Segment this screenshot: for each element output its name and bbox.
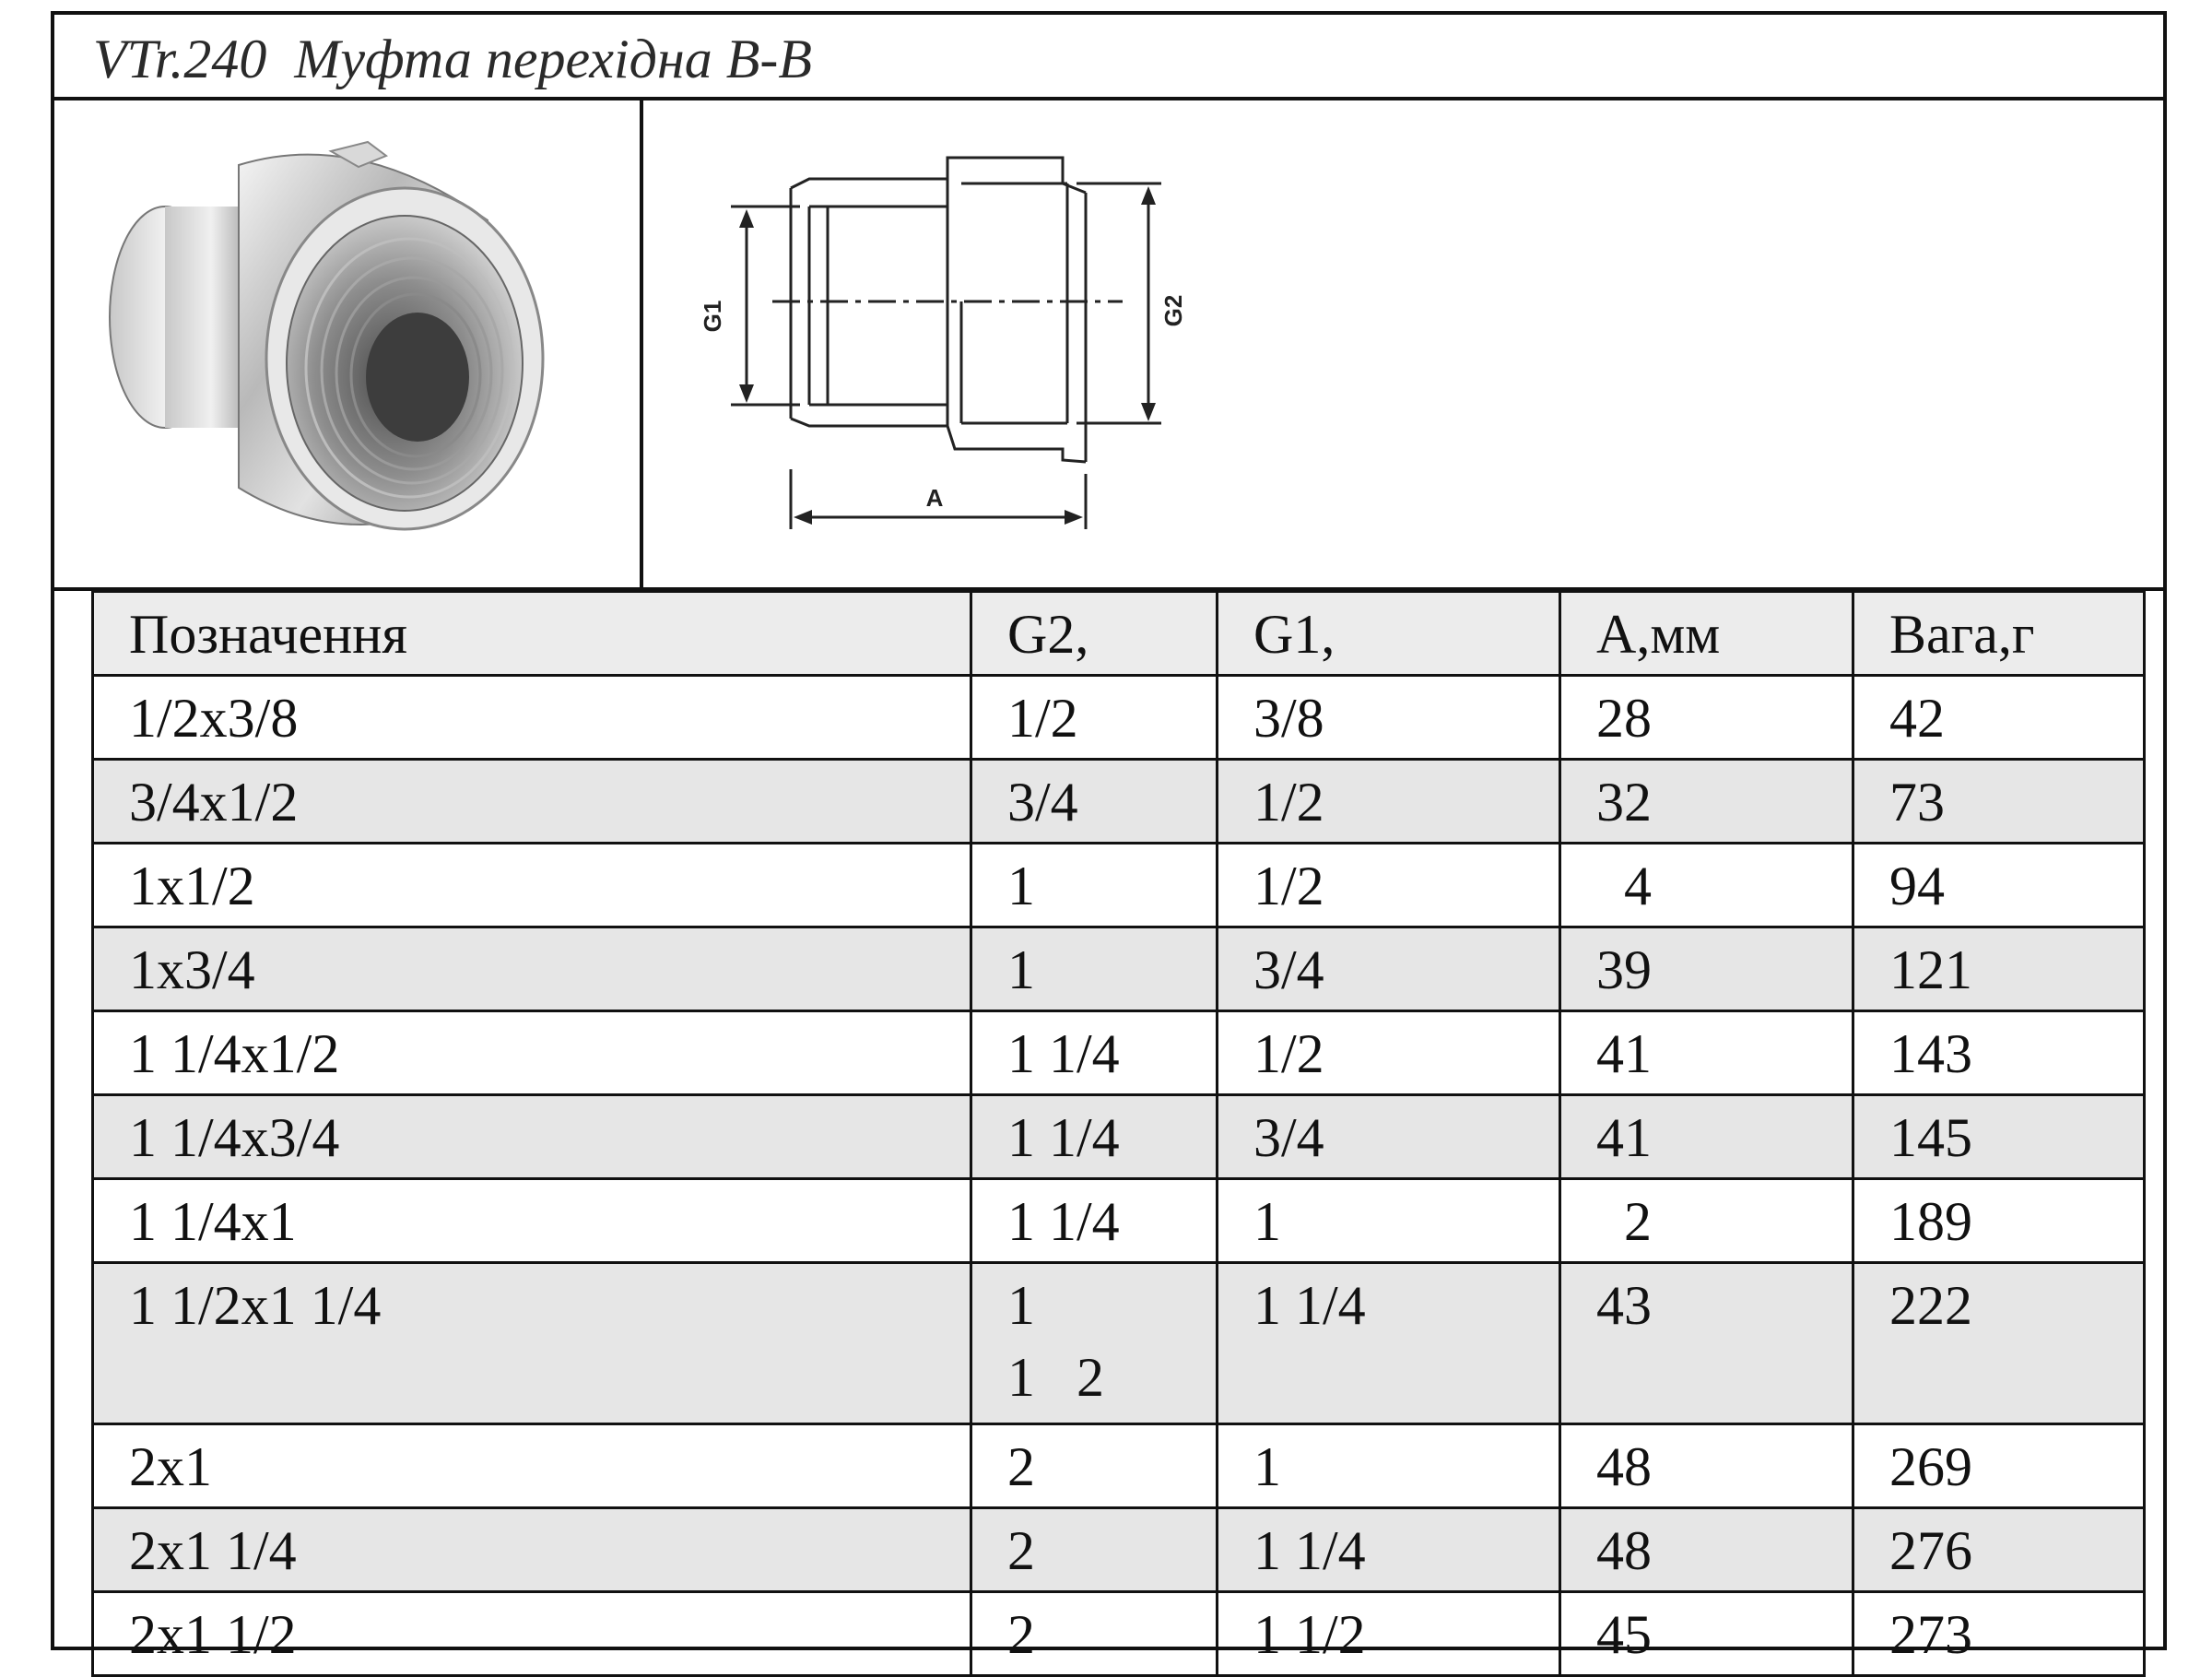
cell-weight: 73 — [1853, 760, 2145, 844]
cell-a-mm: 32 — [1560, 760, 1853, 844]
cell-g2: 2 — [971, 1424, 1218, 1508]
cell-a-mm: 28 — [1560, 676, 1853, 760]
table-row — [93, 1508, 2145, 1592]
cell-g1: 1 1/4 — [1218, 1508, 1560, 1592]
cell-g2: 1 — [971, 927, 1218, 1011]
table-row — [93, 844, 2145, 927]
image-row — [54, 100, 2163, 591]
cell-a-mm: 41 — [1560, 1095, 1853, 1179]
cell-designation: 1x1/2 — [93, 844, 971, 927]
cell-designation: 1 1/4x3/4 — [93, 1095, 971, 1179]
cell-g2: 1 1/4 — [971, 1095, 1218, 1179]
g1-dimension-label: G1 — [699, 300, 726, 333]
cell-designation: 2x1 1/2 — [93, 1592, 971, 1676]
header-weight: Вага,г — [1853, 592, 2145, 676]
cell-weight: 276 — [1853, 1508, 2145, 1592]
table-row — [93, 1095, 2145, 1179]
header-a-mm: А,мм — [1560, 592, 1853, 676]
cell-designation: 2x1 — [93, 1424, 971, 1508]
cell-g1: 1/2 — [1218, 760, 1560, 844]
product-photo-cell — [54, 100, 643, 587]
cell-designation: 1 1/2x1 1/4 — [93, 1263, 971, 1424]
cell-a-mm: 48 — [1560, 1508, 1853, 1592]
table-row — [93, 927, 2145, 1011]
cell-weight: 143 — [1853, 1011, 2145, 1095]
technical-drawing-cell — [643, 100, 2163, 587]
cell-a-mm: 43 — [1560, 1263, 1853, 1424]
title-bar — [54, 15, 2163, 100]
cell-g2: 1/2 — [971, 676, 1218, 760]
cell-g2: 1 1/4 — [971, 1011, 1218, 1095]
cell-g1: 3/4 — [1218, 1095, 1560, 1179]
cell-weight: 121 — [1853, 927, 2145, 1011]
cell-designation: 1/2x3/8 — [93, 676, 971, 760]
cell-a-mm: 39 — [1560, 927, 1853, 1011]
table-row — [93, 676, 2145, 760]
cell-designation: 1x3/4 — [93, 927, 971, 1011]
spec-table — [91, 590, 2146, 1677]
table-row — [93, 760, 2145, 844]
header-g1: G1, — [1218, 592, 1560, 676]
cell-g1: 1/2 — [1218, 844, 1560, 927]
cell-g1: 1 — [1218, 1179, 1560, 1263]
header-g2: G2, — [971, 592, 1218, 676]
cell-weight: 273 — [1853, 1592, 2145, 1676]
a-dimension-label: A — [925, 484, 944, 512]
cell-designation: 3/4x1/2 — [93, 760, 971, 844]
table-row — [93, 1424, 2145, 1508]
cell-designation: 1 1/4x1/2 — [93, 1011, 971, 1095]
cell-a-mm: 45 — [1560, 1592, 1853, 1676]
cell-a-mm: 41 — [1560, 1011, 1853, 1095]
cell-g2: 1 — [971, 844, 1218, 927]
cell-designation: 1 1/4x1 — [93, 1179, 971, 1263]
table-row — [93, 1263, 2145, 1424]
cell-g2: 1 1 2 — [971, 1263, 1218, 1424]
cell-a-mm: 2 — [1560, 1179, 1853, 1263]
cell-g1: 3/8 — [1218, 676, 1560, 760]
cell-weight: 222 — [1853, 1263, 2145, 1424]
g2-dimension-label: G2 — [1159, 294, 1187, 327]
cell-weight: 94 — [1853, 844, 2145, 927]
cell-a-mm: 48 — [1560, 1424, 1853, 1508]
cell-g2: 2 — [971, 1508, 1218, 1592]
cell-g1: 1 1/2 — [1218, 1592, 1560, 1676]
cell-g1: 1 1/4 — [1218, 1263, 1560, 1424]
product-sheet — [51, 11, 2167, 1665]
cell-g2: 3/4 — [971, 760, 1218, 844]
header-designation: Позначення — [93, 592, 971, 676]
table-header-row — [93, 592, 2145, 676]
cell-g2: 2 — [971, 1592, 1218, 1676]
cell-g2: 1 1/4 — [971, 1179, 1218, 1263]
cell-a-mm: 4 — [1560, 844, 1853, 927]
fitting-photo — [54, 100, 640, 587]
cell-g1: 1/2 — [1218, 1011, 1560, 1095]
cell-g1: 1 — [1218, 1424, 1560, 1508]
fitting-dimension-drawing — [643, 100, 2163, 587]
table-row — [93, 1179, 2145, 1263]
cell-weight: 145 — [1853, 1095, 2145, 1179]
cell-g1: 3/4 — [1218, 927, 1560, 1011]
table-row — [93, 1592, 2145, 1676]
cell-designation: 2x1 1/4 — [93, 1508, 971, 1592]
cell-weight: 42 — [1853, 676, 2145, 760]
table-row — [93, 1011, 2145, 1095]
cell-weight: 189 — [1853, 1179, 2145, 1263]
page-title: VTr.240 Муфта перехідна В-В — [93, 29, 813, 89]
cell-weight: 269 — [1853, 1424, 2145, 1508]
